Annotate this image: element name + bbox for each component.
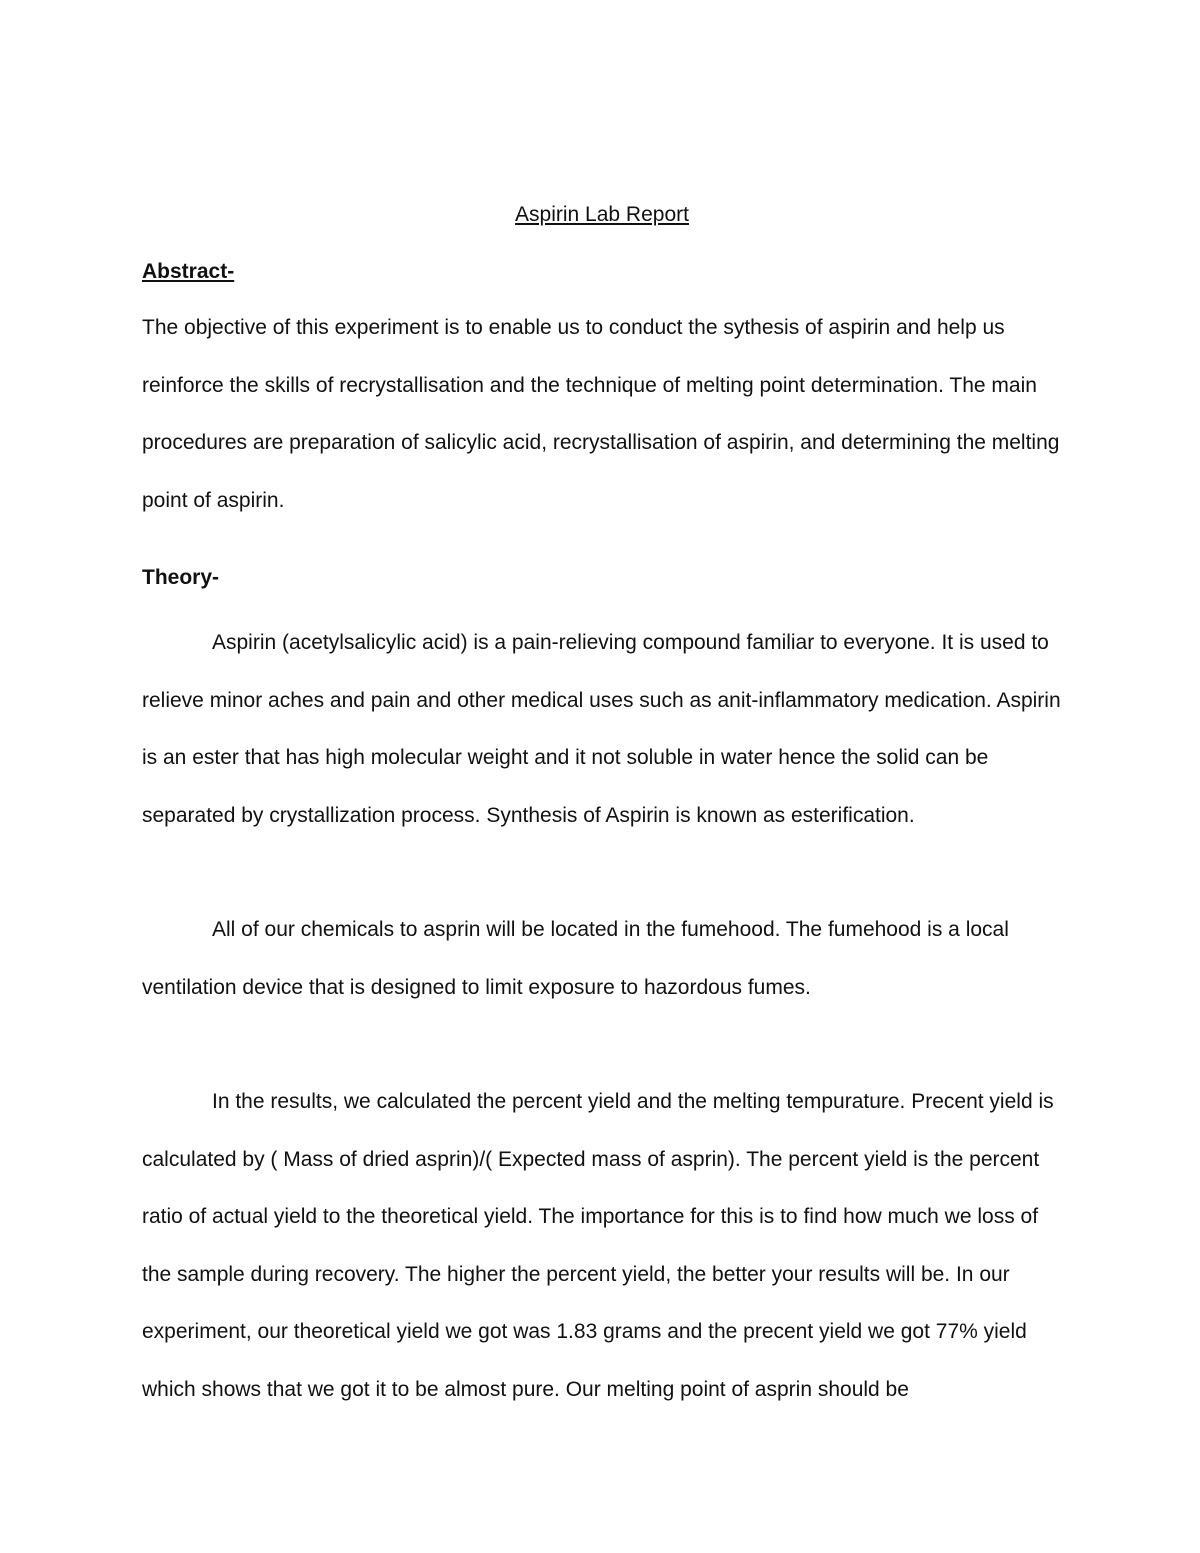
document-title: Aspirin Lab Report (515, 203, 689, 226)
abstract-heading: Abstract- (142, 260, 235, 283)
theory-paragraph-2: All of our chemicals to asprin will be located in the fumehood. The fumehood is a local ventilation device that is designed to limit exposure to hazordous fumes. (142, 918, 1009, 999)
abstract-paragraph: The objective of this experiment is to enable us to conduct the sythesis of aspirin and help us reinforce the skills of recrystallisation and the technique of melting point determination. The main procedures are preparation of salicylic acid, recrystallisation of aspirin, and determining the melting point of aspirin. (142, 316, 1060, 512)
theory-heading: Theory- (142, 566, 220, 589)
theory-paragraph-3: In the results, we calculated the percent yield and the melting tempurature. Precent yield is calculated by ( Mass of dried asprin)/( Expected mass of asprin). The percent yield is the percent ratio of actual yield to the theoretical yield. The importance for this is to find how much we loss of the sample during recovery. The higher the percent yield, the better your results will be. In our experiment, our theoretical yield we got was 1.83 grams and the precent yield we got 77% yield which shows that we got it to be almost pure. Our melting point of asprin should be (142, 1090, 1054, 1401)
theory-paragraph-1: Aspirin (acetylsalicylic acid) is a pain-relieving compound familiar to everyone. It is used to relieve minor aches and pain and other medical uses such as anit-inflammatory medication. Aspirin is an ester that has high molecular weight and it not soluble in water hence the solid can be separated by crystallization process. Synthesis of Aspirin is known as esterification. (142, 631, 1061, 827)
document-body (142, 196, 1062, 1418)
